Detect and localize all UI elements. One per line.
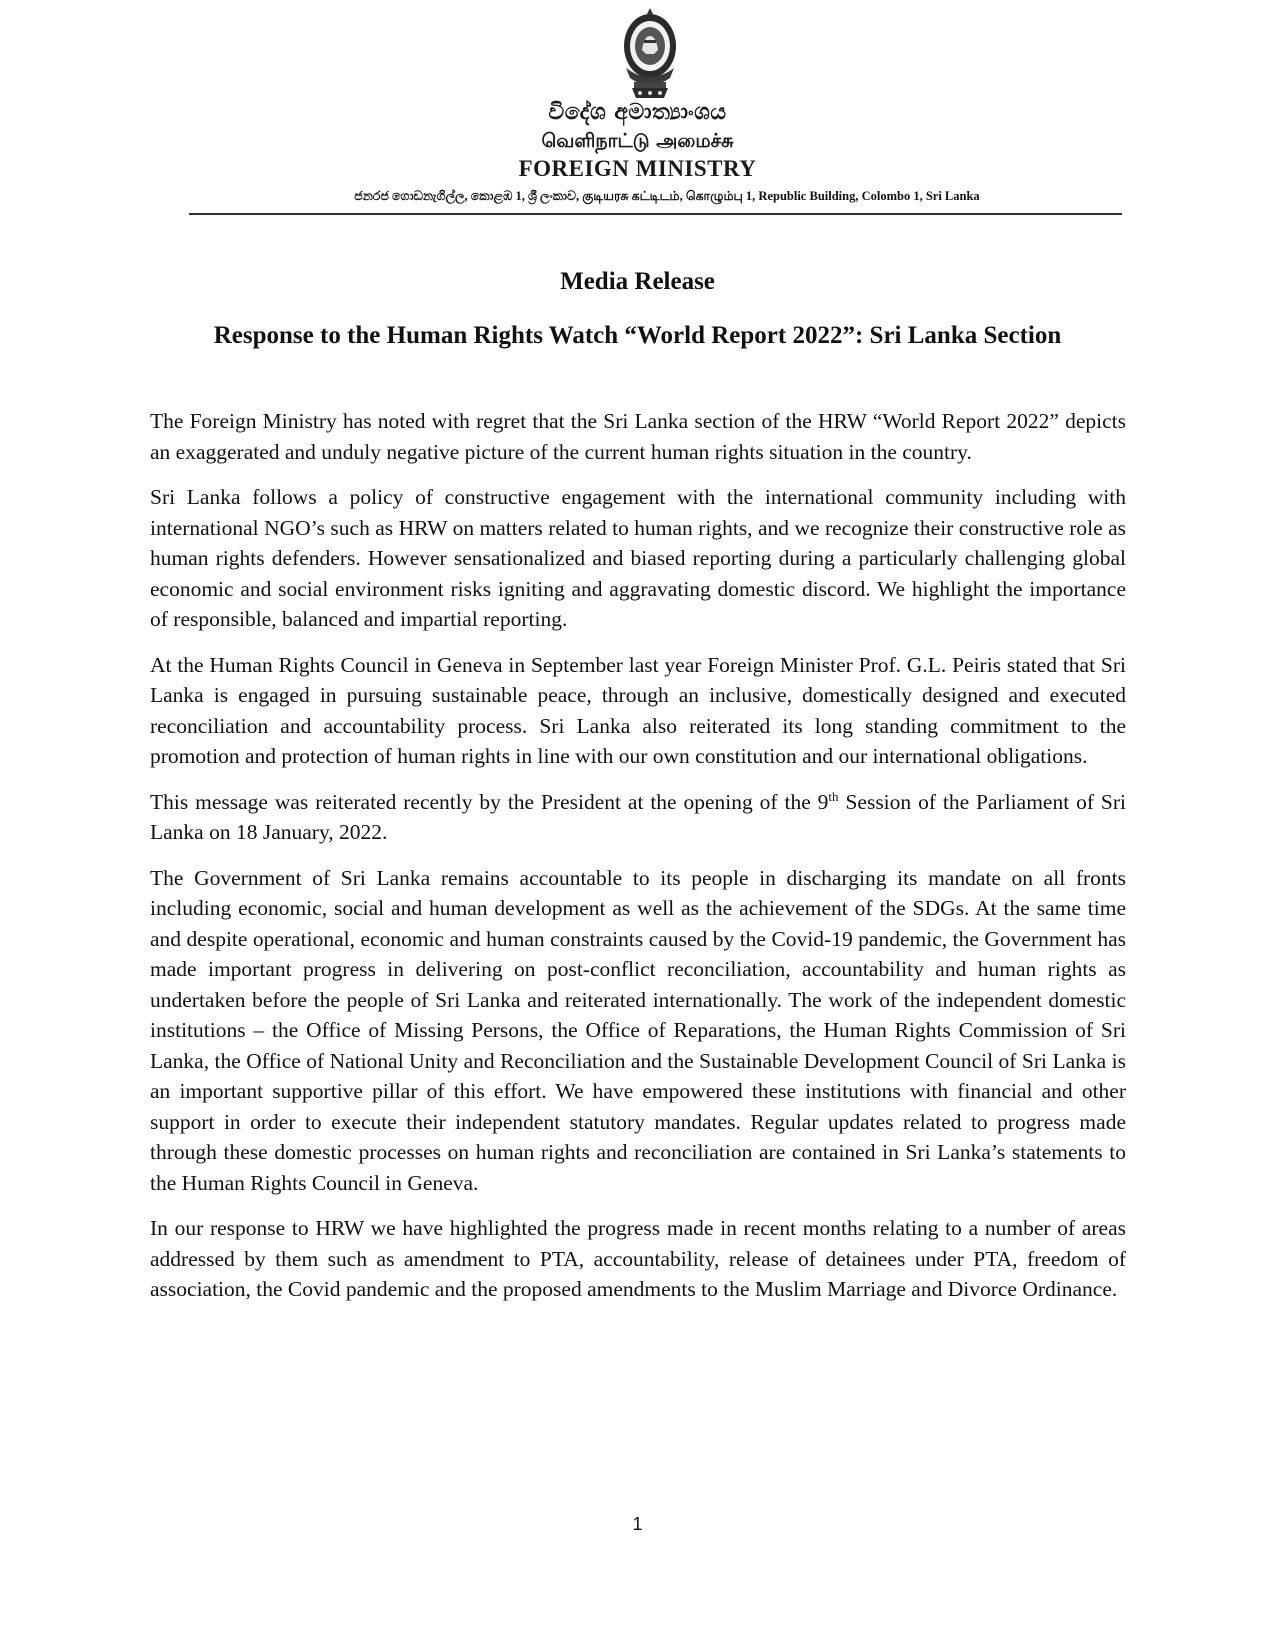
paragraph-5: The Government of Sri Lanka remains accountable to its people in discharging its mandate on all fronts including economic, social and human development as well as the achievement of the SDGs. At the same time and despite operational, economic and human constraints caused by the Covid-19 pandemic, the Government has made important progress in delivering on post-conflict reconciliation, accountability and human rights as undertaken before the people of Sri Lanka and reiterated internationally. The work of the independent domestic institutions – the Office of Missing Persons, the Office of Reparations, the Human Rights Commission of Sri Lanka, the Office of National Unity and Reconciliation and the Sustainable Development Council of Sri Lanka is an important supportive pillar of this effort. We have empowered these institutions with financial and other support in order to execute their independent statutory mandates. Regular updates related to progress made through these domestic processes on human rights and reconciliation are contained in Sri Lanka’s statements to the Human Rights Council in Geneva.	[150, 865, 1126, 1195]
document-title: Media Release	[560, 268, 715, 295]
paragraph-4	[150, 787, 1126, 848]
page-number: 1	[632, 1514, 643, 1534]
ministry-name-sinhala: විදේශ අමාත්‍යාංශය	[548, 100, 727, 125]
letterhead-divider	[189, 213, 1122, 215]
ministry-name-english: FOREIGN MINISTRY	[518, 156, 757, 181]
sri-lanka-state-emblem-icon	[620, 6, 680, 102]
document-body	[150, 406, 1126, 1320]
ministry-name-tamil: வெளிநாட்டு அமைச்சு	[541, 130, 734, 152]
document-subtitle: Response to the Human Rights Watch “World Report 2022”: Sri Lanka Section	[213, 322, 1062, 349]
letterhead	[0, 0, 1275, 220]
paragraph-4-text-end: Session of the Parliament of Sri Lanka on 18 January, 2022.	[150, 789, 1126, 844]
ministry-address: ජනරජ ගොඩනැගිල්ල, කොළඹ 1, ශ්‍රී ලංකාව, குடியரசு கட்டிடம், கொழும்பு 1, Republic Building, Colombo 1, Sri Lanka	[354, 189, 980, 203]
ordinal-suffix: th	[828, 788, 839, 804]
paragraph-4-text: This message was reiterated recently by the President at the opening of the 9	[150, 789, 829, 814]
paragraph-3: At the Human Rights Council in Geneva in September last year Foreign Minister Prof. G.L. Peiris stated that Sri Lanka is engaged in pursuing sustainable peace, through an inclusive, domestically designed and executed reconciliation and accountability process. Sri Lanka also reiterated its long standing commitment to the promotion and protection of human rights in line with our own constitution and our international obligations.	[150, 652, 1126, 768]
paragraph-2: Sri Lanka follows a policy of constructive engagement with the international community including with international NGO’s such as HRW on matters related to human rights, and we recognize their constructive role as human rights defenders. However sensationalized and biased reporting during a particularly challenging global economic and social environment risks igniting and aggravating domestic discord. We highlight the importance of responsible, balanced and impartial reporting.	[150, 485, 1126, 631]
paragraph-1: The Foreign Ministry has noted with regret that the Sri Lanka section of the HRW “World Report 2022” depicts an exaggerated and unduly negative picture of the current human rights situation in the country.	[150, 409, 1126, 464]
paragraph-6: In our response to HRW we have highlighted the progress made in recent months relating to a number of areas addressed by them such as amendment to PTA, accountability, release of detainees under PTA, freedom of association, the Covid pandemic and the proposed amendments to the Muslim Marriage and Divorce Ordinance.	[150, 1216, 1126, 1301]
